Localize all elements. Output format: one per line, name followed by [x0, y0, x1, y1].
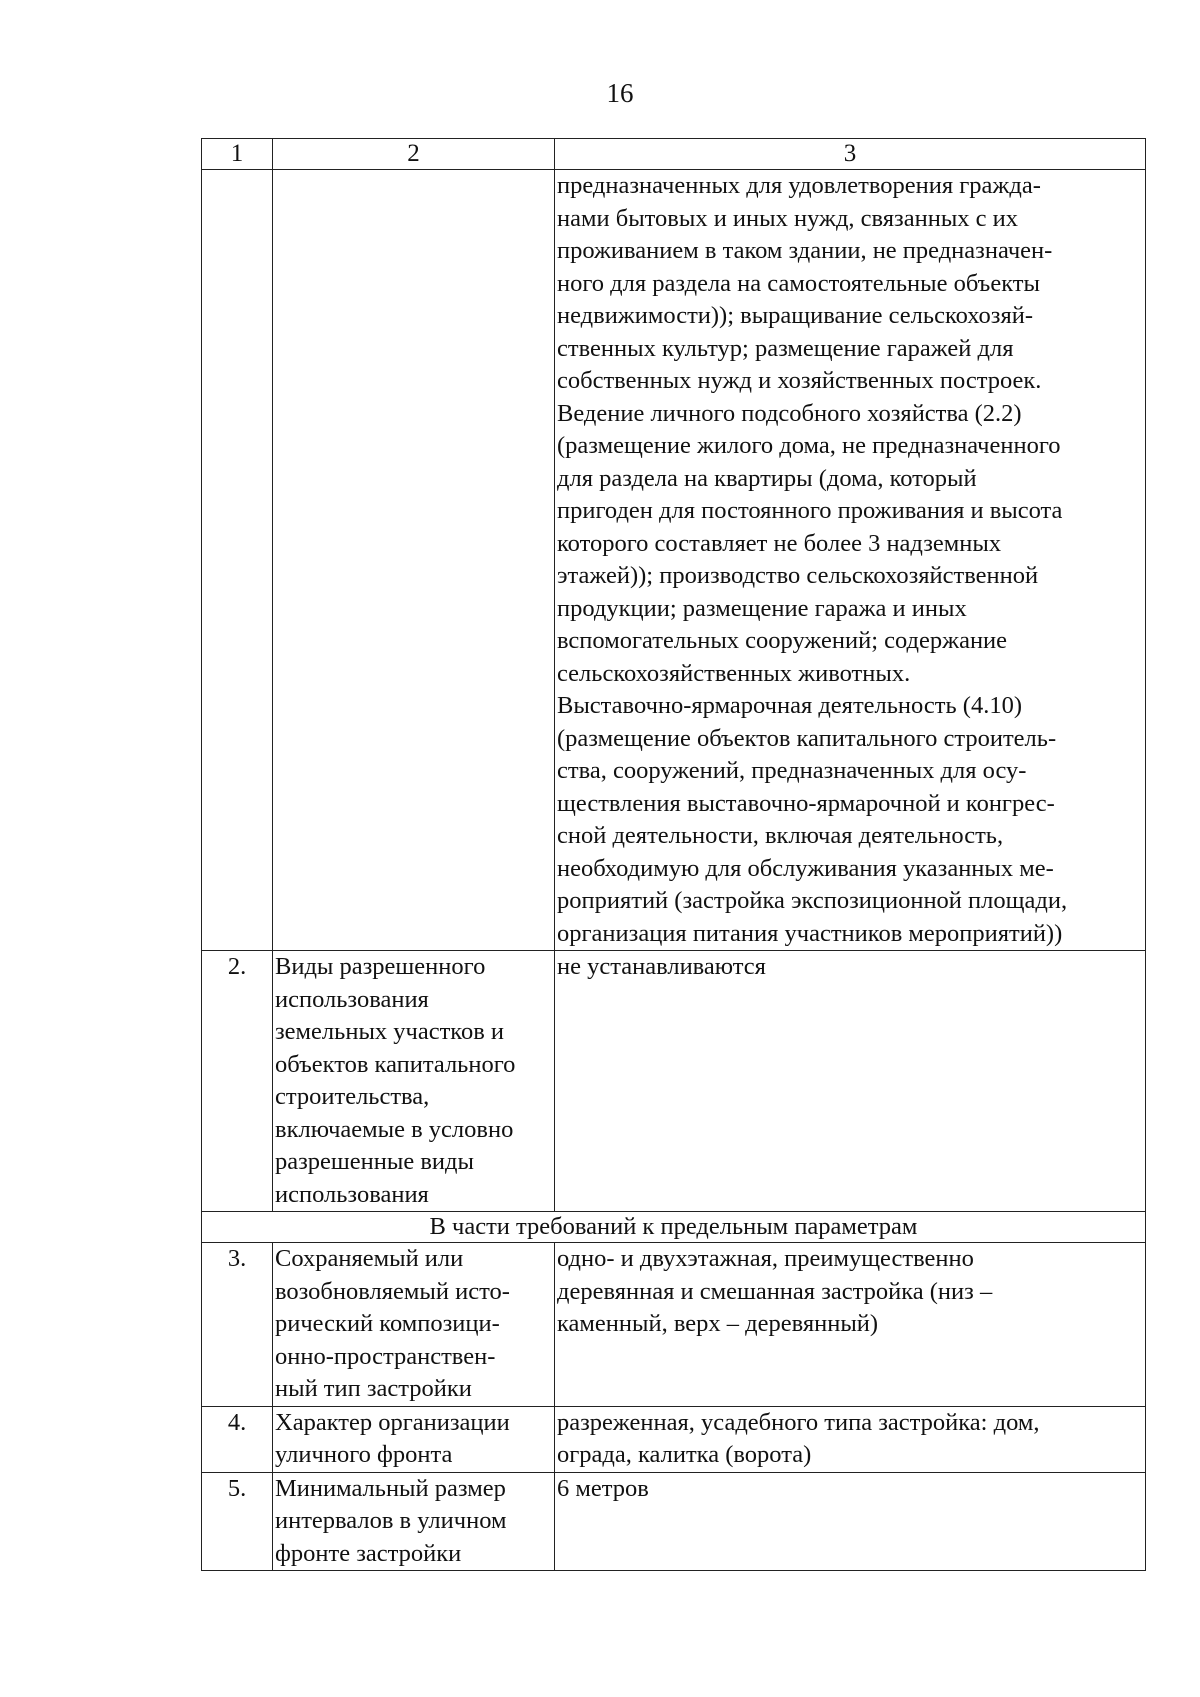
row-number-cell	[202, 170, 273, 951]
text-line: (размещение жилого дома, не предназначенного	[557, 432, 1061, 459]
row-value-cell	[555, 951, 1146, 1212]
table-row-4	[202, 1406, 1146, 1472]
text-line: возобновляемый исто-	[275, 1277, 510, 1305]
text-line: строительства,	[275, 1083, 430, 1110]
table-row-continuation	[202, 170, 1146, 951]
row-name-cell	[273, 1406, 555, 1472]
text-line: для раздела на квартиры (дома, который	[557, 464, 977, 492]
text-line: Ведение личного подсобного хозяйства (2.2)	[557, 399, 1022, 427]
text-line: Характер организации	[275, 1408, 510, 1436]
header-col-3: 3	[555, 139, 1146, 170]
text-line: использования	[275, 985, 429, 1013]
table-header-row	[202, 139, 1146, 170]
text-line: (размещение объектов капитального строитель-	[557, 724, 1057, 752]
row-value-cell	[555, 170, 1146, 951]
text-line: организация питания участников мероприятий))	[557, 919, 1063, 947]
text-line: ственных культур; размещение гаражей для	[557, 334, 1014, 362]
text-line: рический композици-	[275, 1310, 500, 1337]
text-line: проживанием в таком здании, не предназначен-	[557, 237, 1053, 264]
text-line: разреженная, усадебного типа застройка: дом,	[557, 1408, 1040, 1436]
text-line: деревянная и смешанная застройка (низ –	[557, 1277, 993, 1305]
table-row-3	[202, 1243, 1146, 1407]
text-line: предназначенных для удовлетворения гражда-	[557, 172, 1041, 199]
text-line: ный тип застройки	[275, 1375, 472, 1402]
text-line: необходимую для обслуживания указанных ме-	[557, 854, 1054, 882]
text-line: использования	[275, 1180, 429, 1208]
text-line: которого составляет не более 3 надземных	[557, 529, 1002, 557]
text-line: фронте застройки	[275, 1539, 462, 1567]
row-number-cell: 3.	[202, 1243, 273, 1407]
row-name-cell	[273, 951, 555, 1212]
text-line: продукции; размещение гаража и иных	[557, 594, 967, 622]
text-line: земельных участков и	[275, 1018, 505, 1045]
text-line: роприятий (застройка экспозиционной площади,	[557, 887, 1068, 914]
header-col-2: 2	[273, 139, 555, 170]
section-title: В части требований к предельным параметрам	[202, 1212, 1146, 1243]
text-line: сельскохозяйственных животных.	[557, 659, 911, 687]
row-name-cell	[273, 170, 555, 951]
text-line: одно- и двухэтажная, преимущественно	[557, 1245, 974, 1272]
text-line: Минимальный размер	[275, 1474, 506, 1502]
text-line: Виды разрешенного	[275, 953, 486, 980]
row-number-cell: 5.	[202, 1472, 273, 1571]
text-line: 6 метров	[557, 1474, 649, 1502]
text-line: собственных нужд и хозяйственных построек.	[557, 367, 1042, 394]
text-line: разрешенные виды	[275, 1148, 474, 1175]
text-line: Сохраняемый или	[275, 1245, 464, 1272]
text-line: ограда, калитка (ворота)	[557, 1441, 812, 1468]
row-number-cell: 4.	[202, 1406, 273, 1472]
text-line: не устанавливаются	[557, 953, 766, 980]
row-name-cell	[273, 1472, 555, 1571]
text-line: каменный, верх – деревянный)	[557, 1310, 879, 1337]
text-line: сной деятельности, включая деятельность,	[557, 822, 1004, 849]
text-line: Выставочно-ярмарочная деятельность (4.10)	[557, 692, 1022, 719]
table-row-5	[202, 1472, 1146, 1571]
row-value-cell	[555, 1406, 1146, 1472]
section-row	[202, 1212, 1146, 1243]
row-number-cell: 2.	[202, 951, 273, 1212]
text-line: этажей)); производство сельскохозяйственной	[557, 562, 1039, 589]
text-line: включаемые в условно	[275, 1115, 514, 1143]
table-row-2	[202, 951, 1146, 1212]
text-line: интервалов в уличном	[275, 1507, 507, 1534]
row-value-cell	[555, 1243, 1146, 1407]
text-line: нами бытовых и иных нужд, связанных с их	[557, 204, 1019, 232]
text-line: недвижимости)); выращивание сельскохозяй-	[557, 302, 1034, 329]
page-number: 16	[606, 78, 634, 108]
text-line: ного для раздела на самостоятельные объекты	[557, 269, 1040, 297]
header-col-1: 1	[202, 139, 273, 170]
text-line: ществления выставочно-ярмарочной и конгрес-	[557, 789, 1055, 817]
row-name-cell	[273, 1243, 555, 1407]
text-line: ства, сооружений, предназначенных для осу-	[557, 757, 1027, 784]
text-line: онно-пространствен-	[275, 1342, 496, 1370]
row-value-cell	[555, 1472, 1146, 1571]
text-line: уличного фронта	[275, 1441, 453, 1468]
zoning-parameters-table	[201, 138, 1146, 1571]
text-line: вспомогательных сооружений; содержание	[557, 627, 1008, 654]
text-line: пригоден для постоянного проживания и высота	[557, 497, 1063, 524]
text-line: объектов капитального	[275, 1050, 516, 1078]
